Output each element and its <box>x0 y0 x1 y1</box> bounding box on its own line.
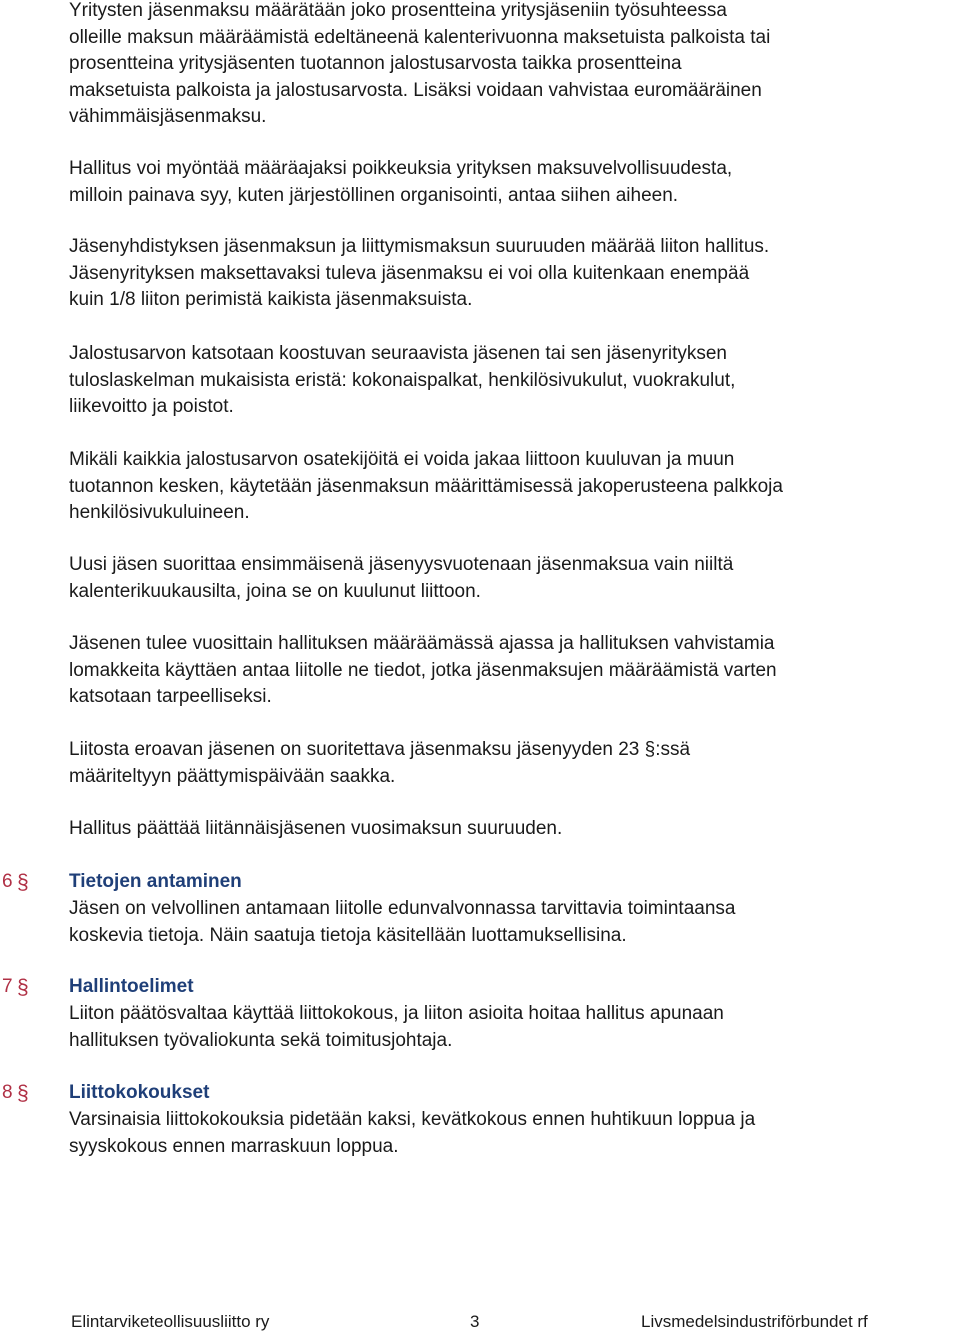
paragraph-board-exemptions: Hallitus voi myöntää määräajaksi poikkeuksia yrityksen maksuvelvollisuudesta, milloin painava syy, kuten järjestöllinen organisointi, antaa siihen aiheen. <box>69 158 733 206</box>
section-8-body: Varsinaisia liittokokouksia pidetään kaksi, kevätkokous ennen huhtikuun loppua ja syyskokous ennen marraskuun loppua. <box>69 1109 756 1157</box>
section-8-number: 8 <box>2 1082 13 1103</box>
footer-organization-swedish: Livsmedelsindustriförbundet rf <box>641 1312 868 1331</box>
paragraph-value-added-definition: Jalostusarvon katsotaan koostuvan seuraavista jäsenen tai sen jäsenyrityksen tuloslaskelman mukaisista eristä: kokonaispalkat, henkilösivukulut, vuokrakulut, liikevoitto ja poistot. <box>69 343 736 417</box>
paragraph-new-member-fee: Uusi jäsen suorittaa ensimmäisenä jäsenyysvuotenaan jäsenmaksua vain niiltä kalenterikuukausilta, joina se on kuulunut liittoon. <box>69 554 734 602</box>
section-7-body: Liiton päätösvaltaa käyttää liittokokous, ja liiton asioita hoitaa hallitus apunaan hallituksen työvaliokunta sekä toimitusjohtaja. <box>69 1003 724 1051</box>
section-7-paragraph-mark: § <box>17 976 29 999</box>
section-6-body: Jäsen on velvollinen antamaan liitolle edunvalvonnassa tarvittavia toimintaansa koskevia tietoja. Näin saatuja tietoja käsitellään luottamuksellisina. <box>69 898 736 946</box>
paragraph-annual-reporting: Jäsenen tulee vuosittain hallituksen määräämässä ajassa ja hallituksen vahvistamia lomakkeita käyttäen antaa liitolle ne tiedot, jotka jäsenmaksujen määräämistä varten katsotaan tarpeelliseksi. <box>69 633 777 707</box>
paragraph-allocation-basis: Mikäli kaikkia jalostusarvon osatekijöitä ei voida jakaa liittoon kuuluvan ja muun tuotannon kesken, käytetään jäsenmaksun määrittämisessä jakoperusteena palkkoja henkilösivukuluineen. <box>69 449 783 523</box>
section-6-title: Tietojen antaminen <box>69 871 242 892</box>
section-6-paragraph-mark: § <box>17 871 29 894</box>
paragraph-associate-fee: Hallitus päättää liitännäisjäsenen vuosimaksun suuruuden. <box>69 818 563 839</box>
footer-organization-finnish: Elintarviketeollisuusliitto ry <box>71 1312 270 1331</box>
paragraph-association-fee: Jäsenyhdistyksen jäsenmaksun ja liittymismaksun suuruuden määrää liiton hallitus. Jäsenyrityksen maksettavaksi tuleva jäsenmaksu ei voi olla kuitenkaan enempää kuin 1/8 liiton perimistä kaikista jäsenmaksuista. <box>69 236 770 310</box>
paragraph-resigning-member: Liitosta eroavan jäsenen on suoritettava jäsenmaksu jäsenyyden 23 §:ssä määriteltyyn päättymispäivään saakka. <box>69 739 691 787</box>
paragraph-membership-fee-basis: Yritysten jäsenmaksu määrätään joko prosentteina yritysjäseniin työsuhteessa olleille maksun määräämistä edeltäneenä kalenterivuonna maksetuista palkoista tai prosentteina yritysjäsenten tuotannon jalostusarvosta taikka prosentteina maksetuista palkoista ja jalostusarvosta. Lisäksi voidaan vahvistaa euromääräinen vähimmäisjäsenmaksu. <box>69 0 771 127</box>
section-8-title: Liittokokoukset <box>69 1082 210 1103</box>
section-6-number: 6 <box>2 871 13 892</box>
section-7-number: 7 <box>2 976 13 997</box>
footer-page-number: 3 <box>470 1312 480 1331</box>
section-8-paragraph-mark: § <box>17 1082 29 1105</box>
section-7-title: Hallintoelimet <box>69 976 194 997</box>
